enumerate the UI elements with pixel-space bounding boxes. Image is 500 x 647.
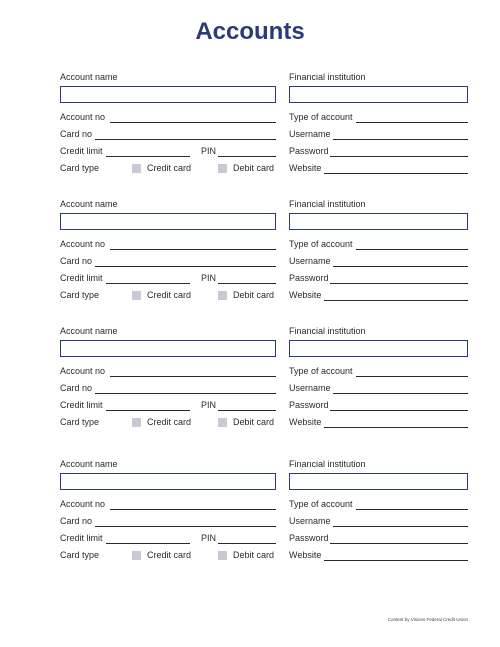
username-label: Username xyxy=(289,129,331,139)
account-name-field[interactable] xyxy=(60,86,276,103)
account-no-field[interactable] xyxy=(110,376,276,377)
account-no-label: Account no xyxy=(60,112,106,122)
password-field[interactable] xyxy=(330,156,468,157)
password-field[interactable] xyxy=(330,410,468,411)
credit-limit-field[interactable] xyxy=(106,543,190,544)
debit-card-label: Debit card xyxy=(233,417,275,427)
card-type-label: Card type xyxy=(60,290,100,300)
account-section xyxy=(0,326,500,436)
debit-card-checkbox[interactable] xyxy=(218,551,227,560)
password-label: Password xyxy=(289,146,329,156)
debit-card-label: Debit card xyxy=(233,550,275,560)
credit-card-checkbox[interactable] xyxy=(132,418,141,427)
card-no-label: Card no xyxy=(60,256,93,266)
card-no-field[interactable] xyxy=(95,139,276,140)
page-title: Accounts xyxy=(195,18,305,45)
card-no-field[interactable] xyxy=(95,526,276,527)
account-section xyxy=(0,72,500,182)
credit-card-label: Credit card xyxy=(147,550,192,560)
card-no-label: Card no xyxy=(60,383,93,393)
financial-institution-field[interactable] xyxy=(289,473,468,490)
website-field[interactable] xyxy=(324,173,468,174)
account-section xyxy=(0,199,500,309)
website-field[interactable] xyxy=(324,300,468,301)
pin-label: PIN xyxy=(201,146,217,156)
debit-card-checkbox[interactable] xyxy=(218,164,227,173)
account-no-field[interactable] xyxy=(110,122,276,123)
financial-institution-label: Financial institution xyxy=(289,72,366,82)
debit-card-label: Debit card xyxy=(233,290,275,300)
account-name-label: Account name xyxy=(60,72,118,82)
financial-institution-field[interactable] xyxy=(289,86,468,103)
account-section xyxy=(0,459,500,569)
account-name-label: Account name xyxy=(60,199,118,209)
card-no-label: Card no xyxy=(60,516,93,526)
type-of-account-field[interactable] xyxy=(356,122,468,123)
debit-card-label: Debit card xyxy=(233,163,275,173)
debit-card-checkbox[interactable] xyxy=(218,291,227,300)
card-no-field[interactable] xyxy=(95,393,276,394)
username-field[interactable] xyxy=(333,393,468,394)
pin-label: PIN xyxy=(201,533,217,543)
type-of-account-field[interactable] xyxy=(356,509,468,510)
financial-institution-label: Financial institution xyxy=(289,326,366,336)
type-of-account-field[interactable] xyxy=(356,376,468,377)
account-no-field[interactable] xyxy=(110,509,276,510)
website-field[interactable] xyxy=(324,560,468,561)
username-label: Username xyxy=(289,256,331,266)
username-field[interactable] xyxy=(333,266,468,267)
credit-card-label: Credit card xyxy=(147,417,192,427)
account-name-label: Account name xyxy=(60,326,118,336)
account-name-label: Account name xyxy=(60,459,118,469)
credit-limit-field[interactable] xyxy=(106,156,190,157)
account-no-field[interactable] xyxy=(110,249,276,250)
type-of-account-label: Type of account xyxy=(289,239,353,249)
password-field[interactable] xyxy=(330,543,468,544)
type-of-account-label: Type of account xyxy=(289,499,353,509)
account-no-label: Account no xyxy=(60,239,106,249)
pin-label: PIN xyxy=(201,273,217,283)
credit-card-checkbox[interactable] xyxy=(132,551,141,560)
pin-field[interactable] xyxy=(218,410,276,411)
credit-limit-label: Credit limit xyxy=(60,146,103,156)
credit-limit-field[interactable] xyxy=(106,410,190,411)
password-label: Password xyxy=(289,273,329,283)
type-of-account-label: Type of account xyxy=(289,366,353,376)
credit-card-checkbox[interactable] xyxy=(132,164,141,173)
pin-field[interactable] xyxy=(218,156,276,157)
financial-institution-label: Financial institution xyxy=(289,199,366,209)
card-no-label: Card no xyxy=(60,129,93,139)
website-label: Website xyxy=(289,550,322,560)
credit-limit-label: Credit limit xyxy=(60,273,103,283)
account-no-label: Account no xyxy=(60,499,106,509)
type-of-account-field[interactable] xyxy=(356,249,468,250)
card-type-label: Card type xyxy=(60,163,100,173)
credit-limit-field[interactable] xyxy=(106,283,190,284)
username-field[interactable] xyxy=(333,526,468,527)
pin-label: PIN xyxy=(201,400,217,410)
account-no-label: Account no xyxy=(60,366,106,376)
account-name-field[interactable] xyxy=(60,340,276,357)
financial-institution-field[interactable] xyxy=(289,340,468,357)
credit-limit-label: Credit limit xyxy=(60,400,103,410)
card-type-label: Card type xyxy=(60,417,100,427)
password-label: Password xyxy=(289,400,329,410)
debit-card-checkbox[interactable] xyxy=(218,418,227,427)
footer-credit: Content by Visions Federal Credit Union xyxy=(387,617,468,622)
pin-field[interactable] xyxy=(218,543,276,544)
password-field[interactable] xyxy=(330,283,468,284)
type-of-account-label: Type of account xyxy=(289,112,353,122)
username-label: Username xyxy=(289,516,331,526)
website-label: Website xyxy=(289,290,322,300)
credit-card-checkbox[interactable] xyxy=(132,291,141,300)
website-field[interactable] xyxy=(324,427,468,428)
financial-institution-label: Financial institution xyxy=(289,459,366,469)
password-label: Password xyxy=(289,533,329,543)
financial-institution-field[interactable] xyxy=(289,213,468,230)
account-name-field[interactable] xyxy=(60,213,276,230)
username-label: Username xyxy=(289,383,331,393)
account-name-field[interactable] xyxy=(60,473,276,490)
credit-card-label: Credit card xyxy=(147,163,192,173)
website-label: Website xyxy=(289,417,322,427)
pin-field[interactable] xyxy=(218,283,276,284)
username-field[interactable] xyxy=(333,139,468,140)
credit-card-label: Credit card xyxy=(147,290,192,300)
website-label: Website xyxy=(289,163,322,173)
card-no-field[interactable] xyxy=(95,266,276,267)
credit-limit-label: Credit limit xyxy=(60,533,103,543)
card-type-label: Card type xyxy=(60,550,100,560)
